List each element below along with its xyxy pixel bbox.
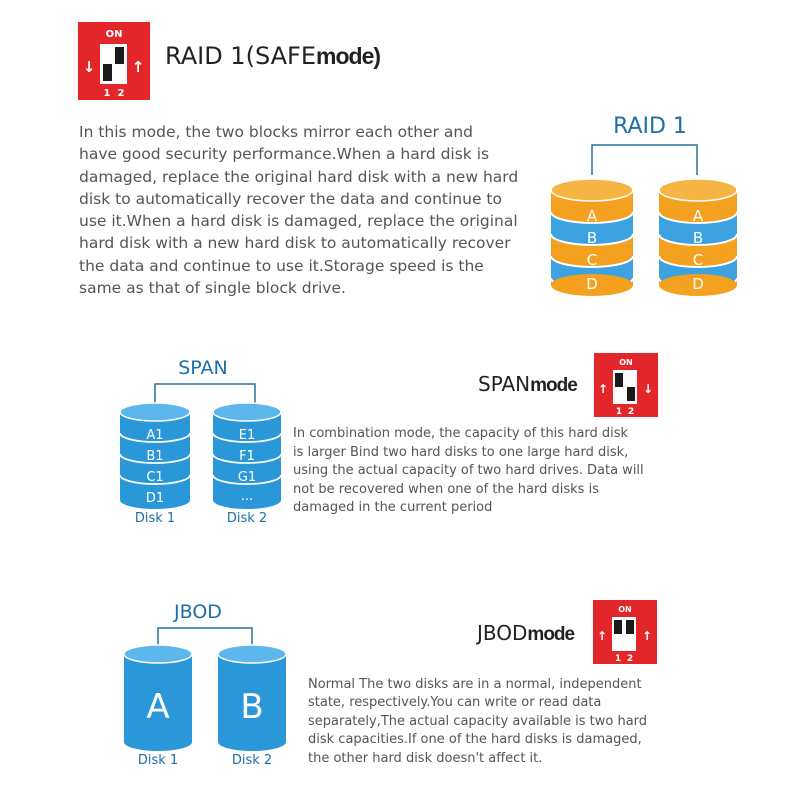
disk-block-label: ... bbox=[240, 489, 254, 504]
disk-block-label: B bbox=[240, 687, 264, 727]
jbod-title bbox=[477, 621, 574, 646]
description-line: the other hard disk doesn't affect it. bbox=[308, 750, 543, 766]
disk-block-label: E1 bbox=[238, 428, 256, 443]
span-title bbox=[478, 372, 577, 397]
dip-toggle-1 bbox=[614, 620, 622, 634]
diagram-connector bbox=[592, 145, 697, 175]
dip-on-label: ON bbox=[105, 29, 123, 40]
description-line: In this mode, the two blocks mirror each other and bbox=[79, 123, 474, 141]
span-dip-switch bbox=[594, 353, 658, 417]
jbod-diagram bbox=[118, 596, 298, 774]
dip-number-2: 2 bbox=[117, 88, 125, 99]
dip-arrow-left-icon: ↓ bbox=[82, 58, 96, 76]
span-disk-2 bbox=[213, 403, 281, 509]
dip-toggle-1 bbox=[103, 64, 112, 81]
description-line: disk to automatically recover the data and continue to bbox=[79, 189, 502, 208]
jbod-title-text: JBOD bbox=[477, 621, 528, 645]
dip-number-1: 1 bbox=[614, 654, 622, 664]
description-line: Normal The two disks are in a normal, independent bbox=[308, 677, 642, 692]
dip-number-1: 1 bbox=[103, 88, 111, 99]
jbod-disk-1 bbox=[124, 645, 192, 751]
disk-block-label: B bbox=[586, 229, 598, 247]
raid1-disk-1 bbox=[551, 179, 633, 296]
description-line: damaged, replace the original hard disk with a new hard bbox=[79, 167, 519, 186]
disk-block-label: A bbox=[146, 687, 170, 727]
dip-arrow-right-icon: ↑ bbox=[641, 629, 653, 643]
dip-toggle-2 bbox=[626, 620, 634, 634]
disk-block-label: A bbox=[586, 207, 598, 225]
description-line: is larger Bind two hard disks to one large hard disk, bbox=[293, 444, 629, 460]
raid1-title-text: RAID 1(SAFE bbox=[165, 42, 317, 70]
disk-block-label: G1 bbox=[237, 470, 257, 485]
diagram-connector bbox=[158, 628, 252, 648]
jbod-diagram-label: JBOD bbox=[174, 601, 222, 623]
dip-number-2: 2 bbox=[626, 654, 634, 664]
dip-number-1: 1 bbox=[615, 407, 623, 417]
disk-block-label: B1 bbox=[146, 449, 164, 464]
jbod-description bbox=[308, 676, 647, 768]
disk-block-label: C1 bbox=[146, 470, 164, 485]
dip-arrow-right-icon: ↓ bbox=[642, 382, 654, 396]
disk-block-label: A bbox=[692, 207, 704, 225]
description-line: same as that of single block drive. bbox=[79, 279, 346, 298]
disk-block-label: D bbox=[692, 275, 704, 293]
dip-arrow-left-icon: ↑ bbox=[597, 382, 609, 396]
description-line: In combination mode, the capacity of this hard disk bbox=[293, 426, 629, 441]
description-line: separately,The actual capacity available is two hard bbox=[308, 713, 648, 729]
disk-1-label: Disk 1 bbox=[137, 753, 179, 768]
jbod-disk-2 bbox=[218, 645, 286, 751]
dip-arrow-left-icon: ↑ bbox=[596, 629, 608, 643]
dip-number-2: 2 bbox=[627, 407, 635, 417]
disk-1-label: Disk 1 bbox=[134, 511, 176, 526]
description-line: using the actual capacity of two hard drives. Data will bbox=[293, 463, 644, 479]
dip-on-label: ON bbox=[619, 358, 633, 367]
span-diagram-label: SPAN bbox=[178, 357, 228, 379]
span-disk-1 bbox=[120, 403, 190, 509]
raid1-diagram-label: RAID 1 bbox=[613, 114, 687, 139]
span-description bbox=[293, 425, 644, 518]
dip-arrow-right-icon: ↑ bbox=[131, 58, 145, 76]
span-title-text: SPAN bbox=[478, 372, 531, 396]
raid1-title bbox=[165, 42, 380, 70]
diagram-connector bbox=[155, 384, 255, 405]
span-diagram bbox=[115, 350, 295, 528]
description-line: use it.When a hard disk is damaged, replace the original bbox=[79, 212, 518, 231]
disk-block-label: C bbox=[692, 251, 704, 269]
raid1-disk-2 bbox=[659, 179, 737, 296]
disk-block-label: D bbox=[586, 275, 598, 293]
dip-toggle-1 bbox=[615, 373, 623, 387]
jbod-dip-switch bbox=[593, 600, 657, 664]
dip-toggle-2 bbox=[115, 47, 124, 64]
disk-2-label: Disk 2 bbox=[226, 511, 268, 526]
description-line: damaged in the current period bbox=[293, 500, 493, 516]
raid1-title-mode: mode) bbox=[316, 43, 381, 69]
jbod-title-mode: mode bbox=[527, 624, 575, 645]
raid1-diagram bbox=[545, 105, 790, 305]
dip-on-label: ON bbox=[618, 605, 632, 614]
description-line: have good security performance.When a hard disk is bbox=[79, 145, 490, 164]
dip-toggle-2 bbox=[627, 387, 635, 401]
description-line: state, respectively.You can write or read data bbox=[308, 695, 602, 711]
disk-block-label: B bbox=[692, 229, 704, 247]
disk-2-label: Disk 2 bbox=[231, 753, 273, 768]
raid1-description bbox=[79, 121, 518, 299]
description-line: the data and continue to use it.Storage speed is the bbox=[79, 256, 484, 275]
raid1-dip-switch bbox=[78, 22, 150, 100]
span-title-mode: mode bbox=[530, 375, 577, 396]
disk-block-label: F1 bbox=[239, 449, 255, 464]
disk-block-label: C bbox=[586, 251, 598, 269]
disk-block-label: A1 bbox=[146, 428, 164, 443]
description-line: disk capacities.If one of the hard disks is damaged, bbox=[308, 732, 642, 748]
description-line: not be recovered when one of the hard disks is bbox=[293, 481, 599, 497]
description-line: hard disk with a new hard disk to automatically recover bbox=[79, 234, 511, 253]
disk-block-label: D1 bbox=[145, 491, 165, 506]
